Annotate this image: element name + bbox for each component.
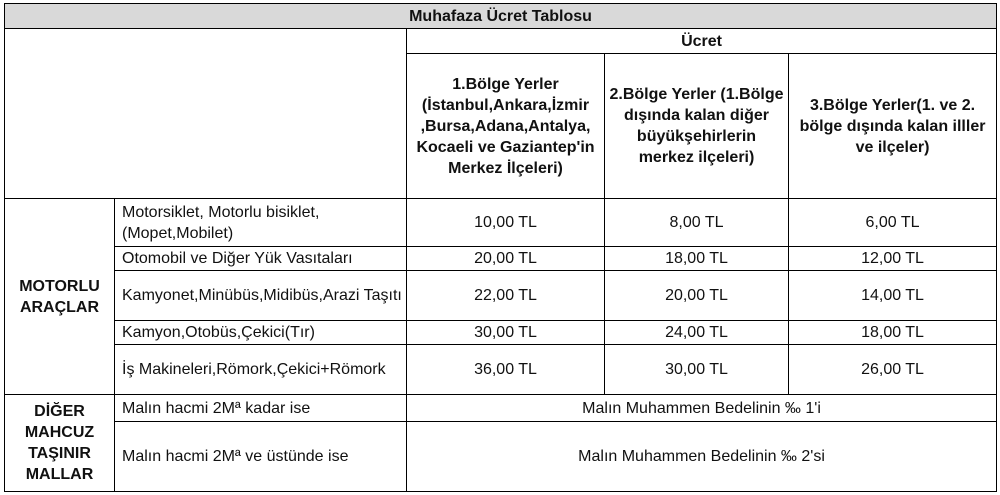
fee-cell: 18,00 TL — [605, 247, 789, 271]
fee-cell: 36,00 TL — [407, 345, 605, 395]
region-2-header: 2.Bölge Yerler (1.Bölge dışında kalan diğer büyükşehirlerin merkez ilçeleri) — [605, 54, 789, 199]
fee-cell: Malın Muhammen Bedelinin ‰ 2'si — [407, 422, 997, 492]
fee-cell: 22,00 TL — [407, 271, 605, 321]
row-label: Malın hacmi 2Mª ve üstünde ise — [115, 422, 407, 492]
table-row — [5, 199, 997, 247]
region-1-header: 1.Bölge Yerler (İstanbul,Ankara,İzmir ,Bursa,Adana,Antalya, Kocaeli ve Gaziantep'in Merkez İlçeleri) — [407, 54, 605, 199]
fee-cell: 20,00 TL — [407, 247, 605, 271]
empty-corner-cell — [5, 29, 407, 199]
fee-cell: 24,00 TL — [605, 321, 789, 345]
region-3-header: 3.Bölge Yerler(1. ve 2. bölge dışında kalan illler ve ilçeler) — [789, 54, 997, 199]
fee-cell: Malın Muhammen Bedelinin ‰ 1'i — [407, 395, 997, 422]
fee-table — [4, 3, 997, 492]
fee-cell: 10,00 TL — [407, 199, 605, 247]
row-label: Motorsiklet, Motorlu bisiklet, (Mopet,Mobilet) — [115, 199, 407, 247]
other-goods-group: DİĞER MAHCUZ TAŞINIR MALLAR — [5, 395, 115, 492]
table-row — [5, 321, 997, 345]
row-label: İş Makineleri,Römork,Çekici+Römork — [115, 345, 407, 395]
fee-cell: 6,00 TL — [789, 199, 997, 247]
fee-cell: 30,00 TL — [605, 345, 789, 395]
fee-header: Ücret — [407, 29, 997, 54]
fee-cell: 18,00 TL — [789, 321, 997, 345]
table-row — [5, 395, 997, 422]
table-title: Muhafaza Ücret Tablosu — [5, 4, 997, 29]
fee-cell: 20,00 TL — [605, 271, 789, 321]
table-row — [5, 271, 997, 321]
fee-cell: 8,00 TL — [605, 199, 789, 247]
row-label: Malın hacmi 2Mª kadar ise — [115, 395, 407, 422]
motor-vehicles-group: MOTORLU ARAÇLAR — [5, 199, 115, 395]
fee-cell: 12,00 TL — [789, 247, 997, 271]
row-label: Kamyonet,Minübüs,Midibüs,Arazi Taşıtı — [115, 271, 407, 321]
table-row — [5, 345, 997, 395]
fee-cell: 26,00 TL — [789, 345, 997, 395]
fee-header-row — [5, 29, 997, 54]
title-row — [5, 4, 997, 29]
row-label: Otomobil ve Diğer Yük Vasıtaları — [115, 247, 407, 271]
row-label: Kamyon,Otobüs,Çekici(Tır) — [115, 321, 407, 345]
table-row — [5, 422, 997, 492]
fee-cell: 30,00 TL — [407, 321, 605, 345]
fee-cell: 14,00 TL — [789, 271, 997, 321]
table-row — [5, 247, 997, 271]
